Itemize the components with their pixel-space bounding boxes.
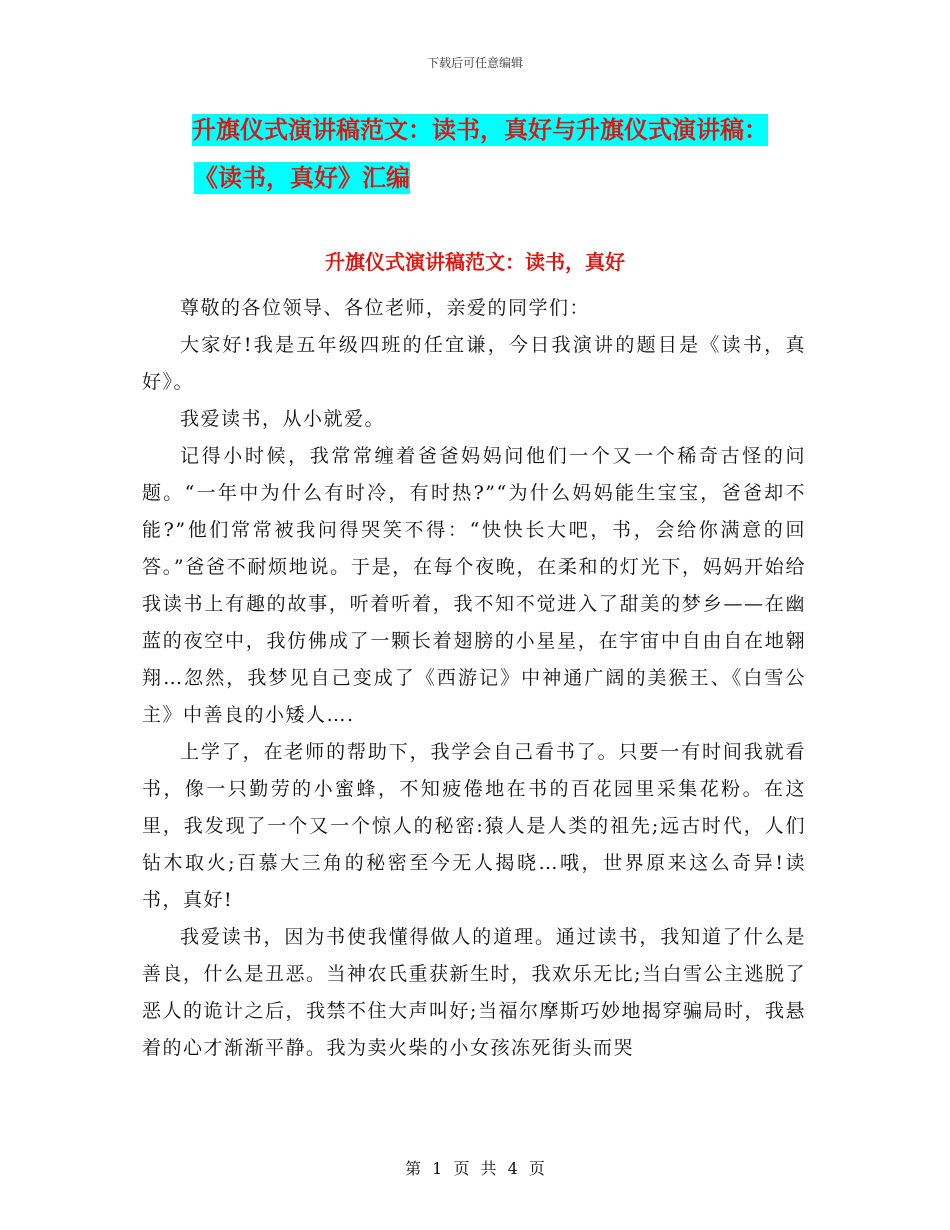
paragraph-salutation: 尊敬的各位领导、各位老师，亲爱的同学们： [180,297,591,319]
section-title: 升旗仪式演讲稿范文：读书，真好 [325,250,625,274]
paragraph-lessons: 我爱读书，因为书使我懂得做人的道理。通过读书，我知道了什么是善良，什么是丑恶。当神农氏重获新生时，我欢乐无比;当白雪公主逃脱了恶人的诡计之后，我禁不住大声叫好;当福尔摩斯巧妙地揭穿骗局时，我悬着的心才渐渐平静。我为卖火柴的小女孩冻死街头而哭 [142,926,806,1059]
document-title [192,106,832,202]
document-title-line-2: 《读书，真好》汇编 [194,164,410,192]
header-note: 下载后可任意编辑 [426,56,523,70]
body-text [142,290,806,1067]
paragraph-greeting: 大家好!我是五年级四班的任宜谦，今日我演讲的题目是《读书，真好》。 [142,334,806,393]
paragraph-school: 上学了，在老师的帮助下，我学会自己看书了。只要一有时间我就看书，像一只勤劳的小蜜蜂，不知疲倦地在书的百花园里采集花粉。在这里，我发现了一个又一个惊人的秘密:猿人是人类的祖先;远古时代，人们钻木取火;百慕大三角的秘密至今无人揭晓…哦，世界原来这么奇异!读书，真好! [142,741,806,911]
document-title-line-1: 升旗仪式演讲稿范文：读书，真好与升旗仪式演讲稿： [192,116,768,144]
page-footer: 第 1 页 共 4 页 [405,1159,545,1178]
paragraph-childhood: 记得小时候，我常常缠着爸爸妈妈问他们一个又一个稀奇古怪的问题。“一年中为什么有时冷，有时热?”“为什么妈妈能生宝宝，爸爸却不能?”他们常常被我问得哭笑不得：“快快长大吧，书，会给你满意的回答。”爸爸不耐烦地说。于是，在每个夜晚，在柔和的灯光下，妈妈开始给我读书上有趣的故事，听着听着，我不知不觉进入了甜美的梦乡——在幽蓝的夜空中，我仿佛成了一颗长着翅膀的小星星，在宇宙中自由自在地翱翔…忽然，我梦见自己变成了《西游记》中神通广阔的美猴王、《白雪公主》中善良的小矮人…. [142,445,806,726]
paragraph-love-reading: 我爱读书，从小就爱。 [180,408,386,430]
